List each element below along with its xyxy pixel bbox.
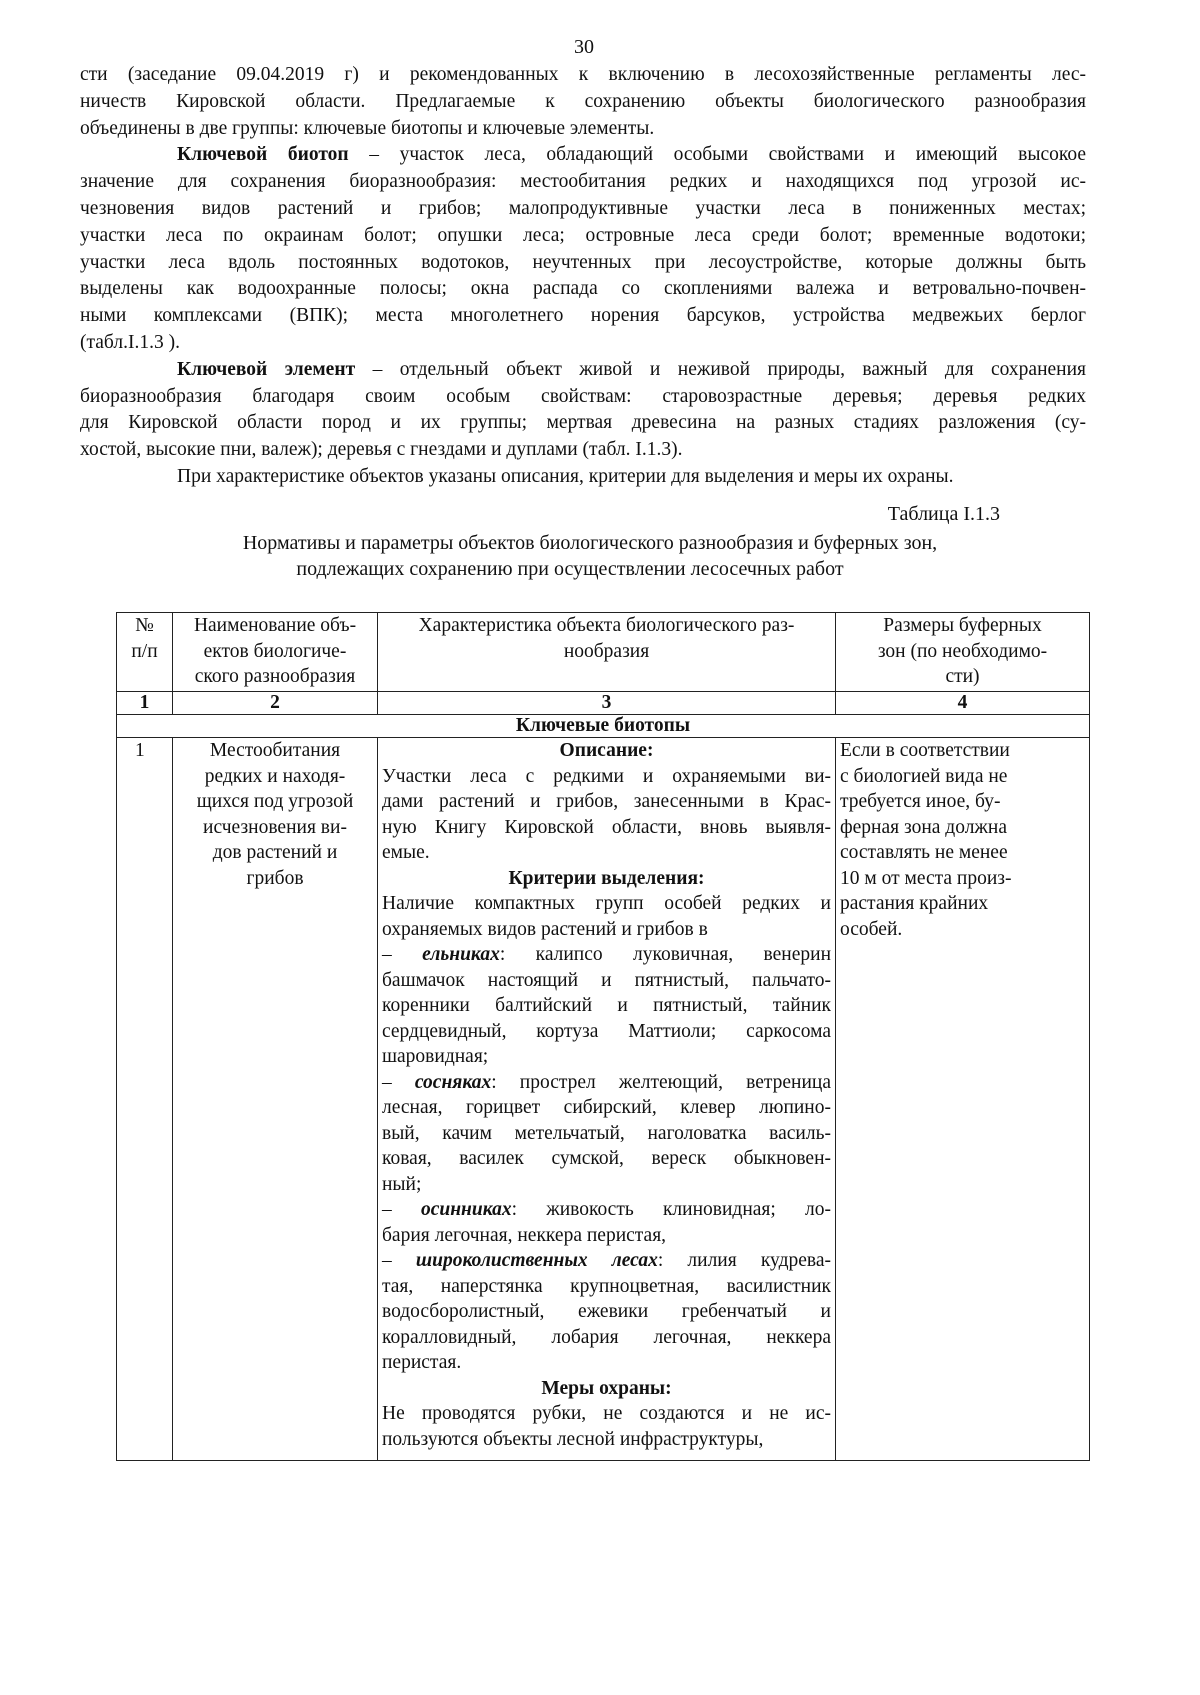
- paragraph-line-text: значение для сохранения биоразнообразия: местообитания редких и находящихся под угрозой ис-: [80, 171, 1086, 193]
- row-number: [117, 738, 173, 1461]
- paragraph-lead-term: Ключевой биотоп: [177, 144, 349, 166]
- paragraph-line: [80, 250, 1086, 277]
- forest-type-term: широколиственных лесах: [415, 1250, 658, 1271]
- object-name-line: Местообитания: [209, 740, 341, 761]
- paragraph-line-text: При характеристике объектов указаны описания, критерии для выделения и меры их охраны.: [177, 465, 954, 487]
- buffer-line: требуется иное, бу-: [840, 791, 1001, 812]
- biodiversity-table: [116, 612, 1090, 1461]
- characteristic-line: пользуются объекты лесной инфраструктуры,: [382, 1428, 764, 1450]
- paragraph-line: [80, 196, 1086, 223]
- section-title: Ключевые биотопы: [117, 715, 1090, 738]
- table-caption: Таблица I.1.3: [887, 503, 1000, 525]
- header-cell: [378, 613, 836, 692]
- characteristic-line: коралловидный, лобария легочная, неккера: [382, 1326, 831, 1348]
- paragraph-line: [80, 437, 1086, 464]
- characteristic-line: водосборолистный, ежевики гребенчатый и: [382, 1301, 831, 1322]
- header-line: п/п: [131, 640, 158, 662]
- forest-type-term: ельниках: [422, 944, 500, 965]
- header-line: №: [135, 615, 154, 636]
- characteristic-line: охраняемых видов растений и грибов в: [382, 918, 708, 940]
- paragraph-line: [80, 276, 1086, 303]
- section-heading: Меры охраны:: [541, 1377, 672, 1399]
- characteristic-line: тая, наперстянка крупноцветная, василистник: [382, 1275, 831, 1297]
- paragraph-line-text: – участок леса, обладающий особыми свойствами и имеющий высокое: [348, 144, 1087, 166]
- header-cell: [173, 613, 378, 692]
- header-line: Характеристика объекта биологического раз-: [418, 615, 795, 636]
- buffer-line: ферная зона должна: [840, 816, 1007, 838]
- section-heading: Критерии выделения:: [508, 867, 705, 889]
- line-text: : калипсо луковичная, венерин: [499, 944, 832, 965]
- characteristic-line: бария легочная, неккера перистая,: [382, 1224, 667, 1246]
- paragraph-line-text: участки леса вдоль постоянных водотоков, неучтенных при лесоустройстве, которые должны быть: [80, 251, 1086, 273]
- characteristic-line: лесная, горицвет сибирский, клевер люпино-: [382, 1097, 831, 1118]
- line-prefix: –: [382, 1199, 421, 1220]
- buffer-line: Если в соответствии: [840, 740, 1010, 761]
- line-text: : лилия кудрева-: [657, 1250, 831, 1271]
- object-name-line: дов растений и: [212, 842, 338, 863]
- header-line: нообразия: [563, 640, 650, 662]
- table-title-line: Нормативы и параметры объектов биологического разнообразия и буферных зон,: [242, 532, 938, 554]
- object-name-line: щихся под угрозой: [196, 791, 354, 812]
- line-text: : прострел желтеющий, ветреница: [491, 1071, 832, 1093]
- line-prefix: –: [382, 944, 423, 965]
- characteristic-line: Участки леса с редкими и охраняемыми ви-: [382, 765, 831, 787]
- table-row: [117, 738, 1090, 1461]
- paragraph-line: [80, 357, 1086, 384]
- characteristic-line: коренники балтийский и пятнистый, тайник: [382, 995, 831, 1016]
- characteristic-line: ковая, василек сумской, вереск обыкновен-: [382, 1148, 831, 1169]
- column-number-row: [117, 692, 1090, 715]
- characteristic-line: ный;: [382, 1173, 422, 1195]
- characteristic-line: [382, 1070, 831, 1096]
- forest-type-term: осинниках: [420, 1199, 512, 1220]
- characteristic-line: башмачок настоящий и пятнистый, пальчато-: [382, 969, 831, 991]
- paragraph-line-text: хостой, высокие пни, валеж); деревья с гнездами и дуплами (табл. I.1.3).: [80, 439, 683, 461]
- object-name-line: редких и находя-: [204, 765, 346, 787]
- characteristic-line: Не проводятся рубки, не создаются и не ис-: [382, 1403, 831, 1424]
- line-prefix: –: [382, 1250, 416, 1271]
- object-name-line: исчезновения ви-: [203, 816, 347, 838]
- characteristic-line: [382, 1197, 831, 1223]
- characteristic-line: перистая.: [382, 1352, 462, 1373]
- buffer-line: 10 м от места произ-: [840, 867, 1012, 889]
- paragraph-line-text: выделены как водоохранные полосы; окна распада со скоплениями валежа и ветровально-почвен-: [80, 278, 1086, 300]
- buffer-line: особей.: [840, 918, 903, 940]
- characteristic-line: емые.: [382, 842, 430, 863]
- section-row: [117, 715, 1090, 738]
- forest-type-term: сосняках: [414, 1071, 492, 1093]
- paragraph-line-text: сти (заседание 09.04.2019 г) и рекомендованных к включению в лесохозяйственные регламенты лес-: [80, 64, 1086, 85]
- header-line: Размеры буферных: [883, 615, 1042, 636]
- header-line: ского разнообразия: [194, 666, 356, 687]
- paragraph-line-text: объединены в две группы: ключевые биотопы и ключевые элементы.: [80, 117, 655, 139]
- characteristic-line: Наличие компактных групп особей редких и: [382, 893, 831, 914]
- body-text: [80, 62, 1086, 491]
- table-title-line: подлежащих сохранению при осуществлении лесосечных работ: [296, 558, 844, 580]
- buffer-line: растания крайних: [840, 893, 989, 914]
- paragraph-line-text: (табл.I.1.3 ).: [80, 331, 180, 353]
- paragraph-line-text: для Кировской области пород и их группы; мертвая древесина на разных стадиях разложения (су-: [80, 412, 1086, 434]
- paragraph-line: [80, 410, 1086, 437]
- characteristic-line: вый, качим метельчатый, наголоватка василь-: [382, 1122, 831, 1144]
- table-header-row: [117, 613, 1090, 692]
- characteristic-line: дами растений и грибов, занесенными в Крас-: [382, 791, 831, 812]
- paragraph-lead-term: Ключевой элемент: [177, 358, 356, 380]
- paragraph-line: [80, 464, 1086, 491]
- object-name-line: грибов: [246, 867, 304, 889]
- section-heading: Описание:: [559, 740, 654, 761]
- paragraph-line-text: участки леса по окраинам болот; опушки леса; островные леса среди болот; временные водотоки;: [80, 224, 1086, 246]
- characteristic-cell: [378, 738, 836, 1461]
- characteristic-line: [382, 942, 831, 968]
- header-line: ектов биологиче-: [203, 640, 347, 662]
- column-number: 4: [836, 692, 1090, 715]
- characteristic-line: сердцевидный, кортуза Маттиоли; саркосома: [382, 1020, 831, 1042]
- column-number: 2: [173, 692, 378, 715]
- paragraph-line: [80, 330, 1086, 357]
- paragraph-line-text: ными комплексами (ВПК); места многолетнего норения барсуков, устройства медвежьих берлог: [80, 305, 1086, 327]
- paragraph-line-text: – отдельный объект живой и неживой природы, важный для сохранения: [355, 358, 1086, 380]
- header-line: Наименование объ-: [193, 615, 357, 636]
- line-prefix: –: [382, 1071, 415, 1093]
- paragraph-line-text: чезновения видов растений и грибов; малопродуктивные участки леса в пониженных местах;: [80, 197, 1086, 219]
- characteristic-line: [382, 1248, 831, 1274]
- paragraph-line-text: биоразнообразия благодаря своим особым свойствам: старовозрастные деревья; деревья редких: [80, 385, 1086, 407]
- characteristic-line: ную Книгу Кировской области, вновь выявля-: [382, 816, 831, 838]
- characteristic-line: шаровидная;: [382, 1046, 489, 1067]
- header-line: сти): [945, 666, 980, 687]
- object-name-cell: [173, 738, 378, 1461]
- buffer-line: с биологией вида не: [840, 765, 1008, 787]
- paragraph-line: [80, 384, 1086, 411]
- header-line: зон (по необходимо-: [877, 640, 1048, 662]
- paragraph-line: [80, 116, 1086, 143]
- paragraph-line: [80, 303, 1086, 330]
- paragraph-line: [80, 223, 1086, 250]
- paragraph-line: [80, 62, 1086, 89]
- paragraph-line: [80, 169, 1086, 196]
- header-cell: [117, 613, 173, 692]
- paragraph-line: [80, 89, 1086, 116]
- buffer-zone-cell: [836, 738, 1090, 1461]
- table-title: [0, 530, 1180, 582]
- row-number-text: 1: [135, 740, 145, 761]
- column-number: 3: [378, 692, 836, 715]
- paragraph-line: [80, 142, 1086, 169]
- column-number: 1: [117, 692, 173, 715]
- line-text: : живокость клиновидная; ло-: [511, 1199, 831, 1220]
- paragraph-line-text: ничеств Кировской области. Предлагаемые к сохранению объекты биологического разнообразия: [80, 90, 1086, 112]
- header-cell: [836, 613, 1090, 692]
- page-number: 30: [574, 36, 594, 58]
- buffer-line: составлять не менее: [840, 842, 1008, 863]
